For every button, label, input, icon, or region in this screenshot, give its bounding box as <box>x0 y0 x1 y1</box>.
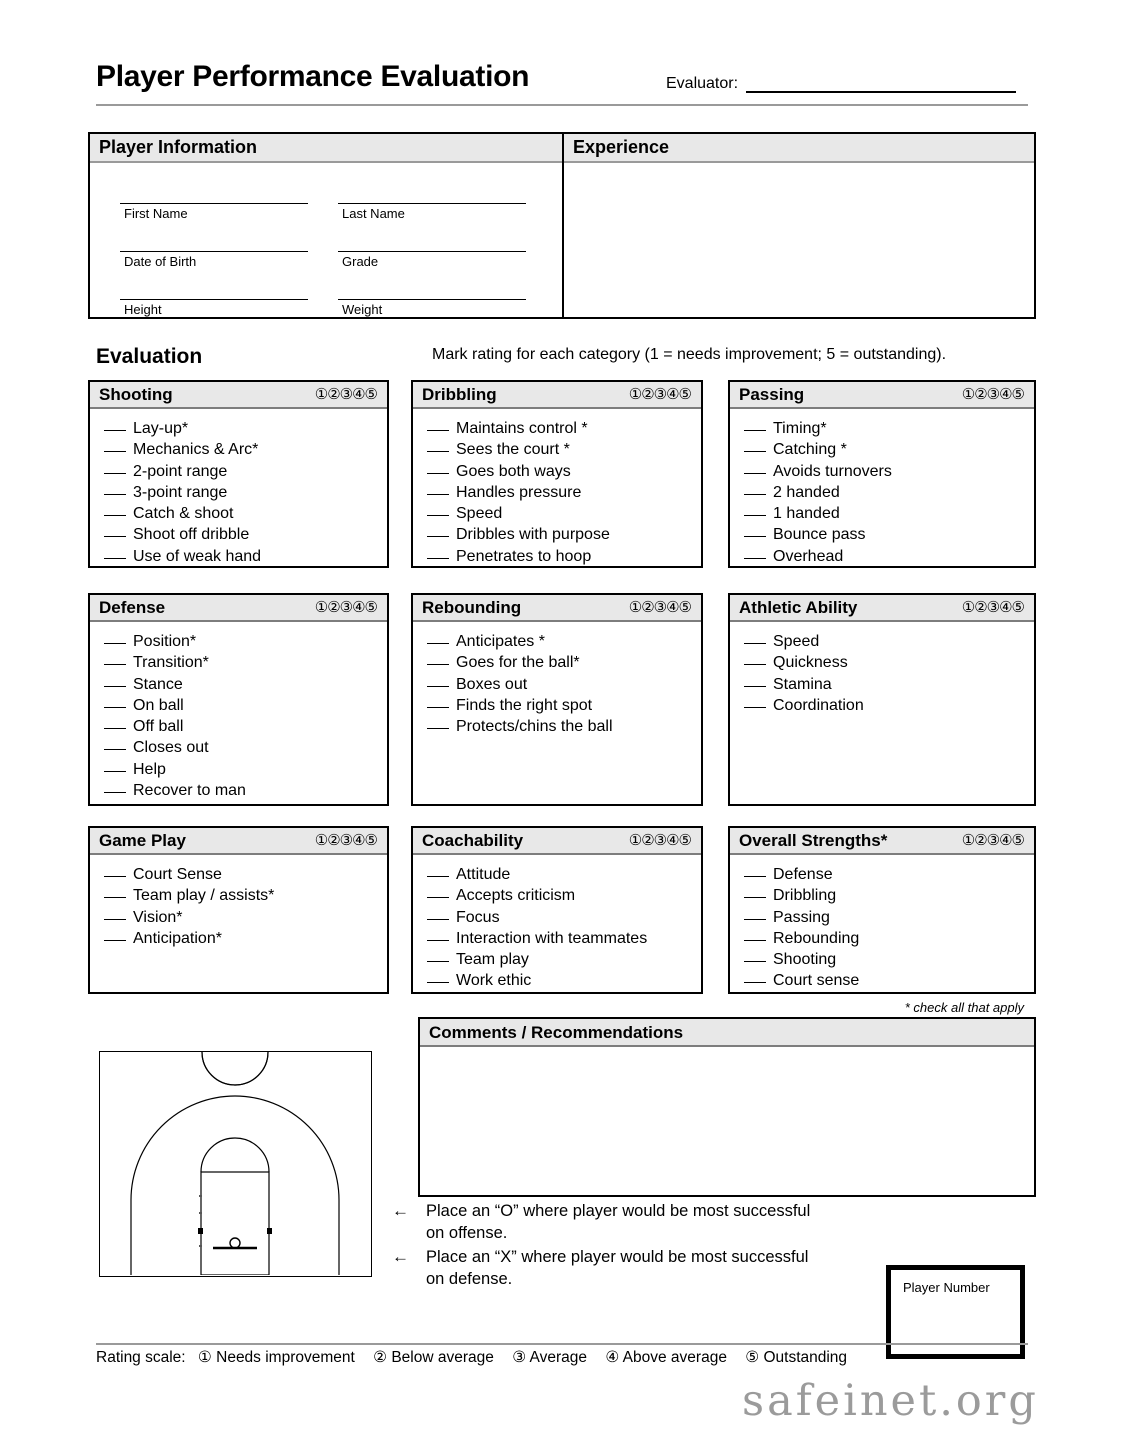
category-item-list-dribbling <box>427 418 691 567</box>
category-title-game-play: Game Play <box>99 831 186 850</box>
item-label: Position* <box>133 633 197 650</box>
item-label: Penetrates to hoop <box>456 547 592 565</box>
list-item[interactable] <box>744 970 1024 991</box>
item-label: Lay-up* <box>133 420 189 437</box>
rating-blank[interactable] <box>104 430 126 431</box>
list-item[interactable] <box>744 461 1024 482</box>
rating-scale-marks-defense[interactable]: ①②③④⑤ <box>314 599 377 616</box>
item-label: Dribbles with purpose <box>456 526 610 544</box>
list-item[interactable] <box>104 503 377 524</box>
category-item-list-shooting <box>104 418 377 567</box>
player-number-inner[interactable] <box>891 1270 1020 1354</box>
category-header-passing <box>730 382 1034 409</box>
rating-scale-marks-coachability[interactable]: ①②③④⑤ <box>628 832 691 849</box>
item-label: Quickness <box>773 654 848 672</box>
item-label: Stance <box>133 675 183 693</box>
item-label: 3-point range <box>133 483 228 501</box>
rating-blank[interactable] <box>744 897 766 898</box>
category-header-shooting <box>90 382 387 409</box>
item-label: Avoids turnovers <box>773 462 892 480</box>
category-item-list-defense <box>104 631 377 801</box>
category-item-list-coachability <box>427 864 691 992</box>
first-name-field[interactable] <box>120 203 308 221</box>
comments-heading <box>420 1019 1034 1047</box>
category-box-defense <box>88 593 389 806</box>
footer-divider <box>96 1343 1028 1345</box>
rating-blank[interactable] <box>104 664 126 665</box>
rating-scale-marks-shooting[interactable]: ①②③④⑤ <box>314 386 377 403</box>
item-label: Shoot off dribble <box>133 526 250 544</box>
player-information-panel <box>90 134 564 317</box>
category-title-coachability: Coachability <box>422 831 524 850</box>
evaluator-input-line[interactable] <box>746 72 1016 93</box>
list-item[interactable] <box>427 482 691 503</box>
category-box-coachability <box>411 826 703 994</box>
category-box-passing <box>728 380 1036 568</box>
weight-label: Weight <box>342 302 383 317</box>
rating-blank[interactable] <box>744 961 766 962</box>
item-label: Boxes out <box>456 675 528 693</box>
grade-label: Grade <box>342 254 379 269</box>
item-label: Passing <box>773 908 830 926</box>
hoop <box>230 1238 240 1248</box>
rating-blank[interactable] <box>744 473 766 474</box>
item-label: Anticipates * <box>456 633 545 650</box>
rating-blank[interactable] <box>104 876 126 877</box>
left-arrow-icon: ← <box>392 1201 409 1220</box>
rating-blank[interactable] <box>104 686 126 687</box>
item-label: Goes both ways <box>456 462 571 480</box>
rating-blank[interactable] <box>427 707 449 708</box>
item-label: Off ball <box>133 718 184 736</box>
list-item[interactable] <box>744 674 1024 695</box>
list-item[interactable] <box>427 674 691 695</box>
category-item-list-rebounding <box>427 631 691 737</box>
left-arrow-icon: ← <box>392 1247 409 1266</box>
item-label: Help <box>133 760 166 778</box>
player-information-heading: Player Information <box>90 134 562 163</box>
court-instructions <box>392 1200 892 1292</box>
category-box-rebounding <box>411 593 703 806</box>
category-item-list-athletic-ability <box>744 631 1024 716</box>
category-box-shooting <box>88 380 389 568</box>
lane-hash <box>199 1195 202 1197</box>
check-all-that-apply-note: * check all that apply <box>904 1000 1024 1015</box>
rating-scale-item-3: ③ Average <box>512 1349 588 1366</box>
rating-blank[interactable] <box>104 643 126 644</box>
item-label: Attitude <box>456 866 511 883</box>
center-circle-arc <box>202 1052 268 1085</box>
category-body-athletic-ability <box>730 622 1034 720</box>
defense-line-1: Place an “X” where player would be most successful <box>426 1248 809 1266</box>
item-label: Vision* <box>133 908 183 926</box>
item-label: Shooting <box>773 951 837 969</box>
list-item[interactable] <box>427 695 691 716</box>
rating-blank[interactable] <box>104 494 126 495</box>
list-item[interactable] <box>427 928 691 949</box>
item-label: Bounce pass <box>773 526 866 544</box>
rating-blank[interactable] <box>744 940 766 941</box>
lane-hash <box>199 1212 202 1214</box>
evaluation-heading: Evaluation <box>96 345 203 368</box>
rating-blank[interactable] <box>744 558 766 559</box>
rating-blank[interactable] <box>104 940 126 941</box>
category-body-shooting <box>90 409 387 571</box>
height-field[interactable] <box>120 299 308 317</box>
list-item[interactable] <box>427 907 691 928</box>
watermark: safeinet.org <box>742 1376 1039 1426</box>
list-item[interactable] <box>104 928 377 949</box>
rating-blank[interactable] <box>744 643 766 644</box>
height-label: Height <box>124 302 162 317</box>
item-label: Mechanics & Arc* <box>133 441 259 459</box>
rating-blank[interactable] <box>427 982 449 983</box>
item-label: Coordination <box>773 696 864 714</box>
court-instruction-offense-text <box>426 1200 810 1244</box>
item-label: Defense <box>773 866 833 883</box>
category-title-shooting: Shooting <box>99 385 173 404</box>
comments-title: Comments / Recommendations <box>429 1022 684 1042</box>
list-item[interactable] <box>104 631 377 652</box>
experience-heading: Experience <box>564 134 1034 163</box>
date-of-birth-field[interactable] <box>120 251 308 269</box>
court-instruction-defense <box>392 1246 892 1290</box>
list-item[interactable] <box>104 418 377 439</box>
category-title-dribbling: Dribbling <box>422 385 497 404</box>
rating-blank[interactable] <box>427 473 449 474</box>
category-item-list-passing <box>744 418 1024 567</box>
header-divider <box>96 104 1028 106</box>
rating-blank[interactable] <box>427 876 449 877</box>
rating-blank[interactable] <box>744 707 766 708</box>
experience-input-area[interactable] <box>564 163 1034 317</box>
rating-blank[interactable] <box>104 451 126 452</box>
rating-blank[interactable] <box>427 940 449 941</box>
category-box-dribbling <box>411 380 703 568</box>
item-label: Goes for the ball* <box>456 654 580 672</box>
item-label: Anticipation* <box>133 929 222 947</box>
category-header-coachability <box>413 828 701 855</box>
item-label: Closes out <box>133 739 209 757</box>
rating-blank[interactable] <box>744 536 766 537</box>
item-label: Focus <box>456 908 500 926</box>
court-instruction-offense <box>392 1200 892 1244</box>
rating-scale-item-5: ⑤ Outstanding <box>745 1349 848 1366</box>
list-item[interactable] <box>744 482 1024 503</box>
last-name-label: Last Name <box>342 206 405 221</box>
rating-blank[interactable] <box>104 515 126 516</box>
category-header-defense <box>90 595 387 622</box>
evaluator-label: Evaluator: <box>666 75 739 92</box>
item-label: Protects/chins the ball <box>456 718 613 736</box>
evaluation-instruction: Mark rating for each category (1 = needs improvement; 5 = outstanding). <box>432 346 947 363</box>
list-item[interactable] <box>427 546 691 567</box>
category-header-rebounding <box>413 595 701 622</box>
item-label: Work ethic <box>456 972 532 990</box>
rating-blank[interactable] <box>104 558 126 559</box>
list-item[interactable] <box>427 631 691 652</box>
item-label: Speed <box>456 505 503 523</box>
player-information-fields <box>90 163 562 317</box>
item-label: 2-point range <box>133 462 228 480</box>
last-name-field[interactable] <box>338 203 526 221</box>
basketball-court-diagram[interactable] <box>99 1051 372 1277</box>
list-item[interactable] <box>104 864 377 885</box>
list-item[interactable] <box>744 631 1024 652</box>
item-label: Maintains control * <box>456 420 588 437</box>
rating-scale-label: Rating scale: <box>96 1349 186 1366</box>
category-title-athletic-ability: Athletic Ability <box>739 598 858 617</box>
rating-blank[interactable] <box>744 515 766 516</box>
lane-block <box>267 1228 272 1234</box>
free-throw-circle <box>201 1138 269 1172</box>
list-item[interactable] <box>104 780 377 801</box>
rating-scale-item-1: ① Needs improvement <box>197 1349 355 1366</box>
offense-line-1: Place an “O” where player would be most successful <box>426 1202 811 1220</box>
item-label: Catch & shoot <box>133 505 234 523</box>
list-item[interactable] <box>104 907 377 928</box>
list-item[interactable] <box>427 418 691 439</box>
category-header-dribbling <box>413 382 701 409</box>
item-label: Handles pressure <box>456 483 582 501</box>
list-item[interactable] <box>427 716 691 737</box>
rating-blank[interactable] <box>427 643 449 644</box>
list-item[interactable] <box>744 695 1024 716</box>
item-label: Team play <box>456 951 529 969</box>
grade-field[interactable] <box>338 251 526 269</box>
item-label: Stamina <box>773 675 832 693</box>
list-item[interactable] <box>744 949 1024 970</box>
list-item[interactable] <box>427 864 691 885</box>
category-body-coachability <box>413 855 701 996</box>
rating-blank[interactable] <box>104 536 126 537</box>
comments-section <box>418 1017 1036 1197</box>
rating-scale-item-2: ② Below average <box>373 1349 494 1366</box>
rating-blank[interactable] <box>744 451 766 452</box>
list-item[interactable] <box>427 970 691 991</box>
list-item[interactable] <box>104 885 377 906</box>
rating-scale-marks-overall-strengths[interactable]: ①②③④⑤ <box>961 832 1024 849</box>
rating-blank[interactable] <box>427 494 449 495</box>
list-item[interactable] <box>104 546 377 567</box>
list-item[interactable] <box>427 949 691 970</box>
rating-blank[interactable] <box>104 897 126 898</box>
list-item[interactable] <box>744 418 1024 439</box>
category-body-rebounding <box>413 622 701 741</box>
category-title-defense: Defense <box>99 598 166 617</box>
category-box-game-play <box>88 826 389 994</box>
list-item[interactable] <box>427 439 691 460</box>
category-title-passing: Passing <box>739 385 805 404</box>
category-body-passing <box>730 409 1034 571</box>
list-item[interactable] <box>744 503 1024 524</box>
rating-blank[interactable] <box>104 473 126 474</box>
list-item[interactable] <box>744 524 1024 545</box>
item-label: 2 handed <box>773 483 840 501</box>
rating-scale-item-4: ④ Above average <box>605 1349 727 1366</box>
rating-blank[interactable] <box>427 536 449 537</box>
rating-blank[interactable] <box>744 686 766 687</box>
list-item[interactable] <box>427 503 691 524</box>
category-body-dribbling <box>413 409 701 571</box>
rating-blank[interactable] <box>744 664 766 665</box>
list-item[interactable] <box>104 737 377 758</box>
rating-scale-marks-athletic-ability[interactable]: ①②③④⑤ <box>961 599 1024 616</box>
item-label: Rebounding <box>773 929 860 947</box>
rating-blank[interactable] <box>427 686 449 687</box>
list-item[interactable] <box>427 652 691 673</box>
rating-blank[interactable] <box>104 792 126 793</box>
list-item[interactable] <box>427 461 691 482</box>
rating-scale-marks-dribbling[interactable]: ①②③④⑤ <box>628 386 691 403</box>
evaluator-field[interactable] <box>666 72 1016 93</box>
experience-panel <box>564 134 1034 317</box>
rating-blank[interactable] <box>427 897 449 898</box>
category-box-athletic-ability <box>728 593 1036 806</box>
rating-scale-marks-rebounding[interactable]: ①②③④⑤ <box>628 599 691 616</box>
court-instruction-defense-text <box>426 1246 808 1290</box>
rating-scale-legend <box>96 1348 861 1367</box>
category-body-game-play <box>90 855 387 953</box>
rating-blank[interactable] <box>427 919 449 920</box>
item-label: Sees the court * <box>456 441 570 459</box>
comments-input-area[interactable] <box>420 1047 1034 1195</box>
category-item-list-overall-strengths <box>744 864 1024 992</box>
offense-line-2: on offense. <box>426 1224 508 1242</box>
rating-blank[interactable] <box>104 771 126 772</box>
rating-blank[interactable] <box>104 749 126 750</box>
item-label: Accepts criticism <box>456 887 576 905</box>
category-header-overall-strengths <box>730 828 1034 855</box>
list-item[interactable] <box>427 524 691 545</box>
page-header <box>96 60 1028 110</box>
court-svg[interactable] <box>100 1052 370 1275</box>
list-item[interactable] <box>744 652 1024 673</box>
list-item[interactable] <box>104 439 377 460</box>
list-item[interactable] <box>744 885 1024 906</box>
rating-blank[interactable] <box>744 982 766 983</box>
category-header-athletic-ability <box>730 595 1034 622</box>
item-label: Transition* <box>133 654 209 672</box>
lane-hash <box>199 1245 202 1247</box>
rating-blank[interactable] <box>744 876 766 877</box>
item-label: Finds the right spot <box>456 696 593 714</box>
first-name-label: First Name <box>124 206 188 221</box>
rating-blank[interactable] <box>104 707 126 708</box>
list-item[interactable] <box>744 439 1024 460</box>
list-item[interactable] <box>744 907 1024 928</box>
rating-blank[interactable] <box>744 430 766 431</box>
player-information-section <box>88 132 1036 319</box>
item-label: Court sense <box>773 972 860 990</box>
rating-blank[interactable] <box>744 919 766 920</box>
rating-blank[interactable] <box>427 728 449 729</box>
date-of-birth-label: Date of Birth <box>124 254 197 269</box>
item-label: Speed <box>773 633 820 650</box>
list-item[interactable] <box>744 928 1024 949</box>
item-label: On ball <box>133 696 184 714</box>
item-label: Interaction with teammates <box>456 929 648 947</box>
rating-scale-marks-game-play[interactable]: ①②③④⑤ <box>314 832 377 849</box>
page-title: Player Performance Evaluation <box>96 60 530 93</box>
list-item[interactable] <box>104 674 377 695</box>
category-title-rebounding: Rebounding <box>422 598 522 617</box>
lane-block <box>198 1228 203 1234</box>
list-item[interactable] <box>104 482 377 503</box>
rating-blank[interactable] <box>427 451 449 452</box>
item-label: Dribbling <box>773 887 837 905</box>
list-item[interactable] <box>104 759 377 780</box>
rating-scale-marks-passing[interactable]: ①②③④⑤ <box>961 386 1024 403</box>
category-header-game-play <box>90 828 387 855</box>
rating-blank[interactable] <box>744 494 766 495</box>
list-item[interactable] <box>104 524 377 545</box>
weight-field[interactable] <box>338 299 526 317</box>
item-label: Timing* <box>773 420 827 437</box>
rating-blank[interactable] <box>427 430 449 431</box>
rating-blank[interactable] <box>427 664 449 665</box>
category-body-defense <box>90 622 387 805</box>
item-label: 1 handed <box>773 505 840 523</box>
center-circle-arc-2 <box>202 1052 268 1085</box>
list-item[interactable] <box>104 652 377 673</box>
list-item[interactable] <box>427 885 691 906</box>
category-box-overall-strengths <box>728 826 1036 994</box>
player-number-label: Player Number <box>903 1280 990 1295</box>
list-item[interactable] <box>744 864 1024 885</box>
item-label: Overhead <box>773 547 844 565</box>
category-body-overall-strengths <box>730 855 1034 996</box>
rating-blank[interactable] <box>104 728 126 729</box>
rating-blank[interactable] <box>427 558 449 559</box>
key-lane <box>201 1172 269 1275</box>
item-label: Team play / assists* <box>133 887 275 905</box>
item-label: Catching * <box>773 441 847 459</box>
item-label: Recover to man <box>133 782 246 800</box>
item-label: Use of weak hand <box>133 547 262 565</box>
category-title-overall-strengths: Overall Strengths* <box>739 831 888 850</box>
rating-blank[interactable] <box>427 961 449 962</box>
list-item[interactable] <box>104 716 377 737</box>
defense-line-2: on defense. <box>426 1270 513 1288</box>
rating-blank[interactable] <box>427 515 449 516</box>
list-item[interactable] <box>104 461 377 482</box>
list-item[interactable] <box>104 695 377 716</box>
item-label: Court Sense <box>133 866 222 883</box>
list-item[interactable] <box>744 546 1024 567</box>
category-item-list-game-play <box>104 864 377 949</box>
rating-blank[interactable] <box>104 919 126 920</box>
